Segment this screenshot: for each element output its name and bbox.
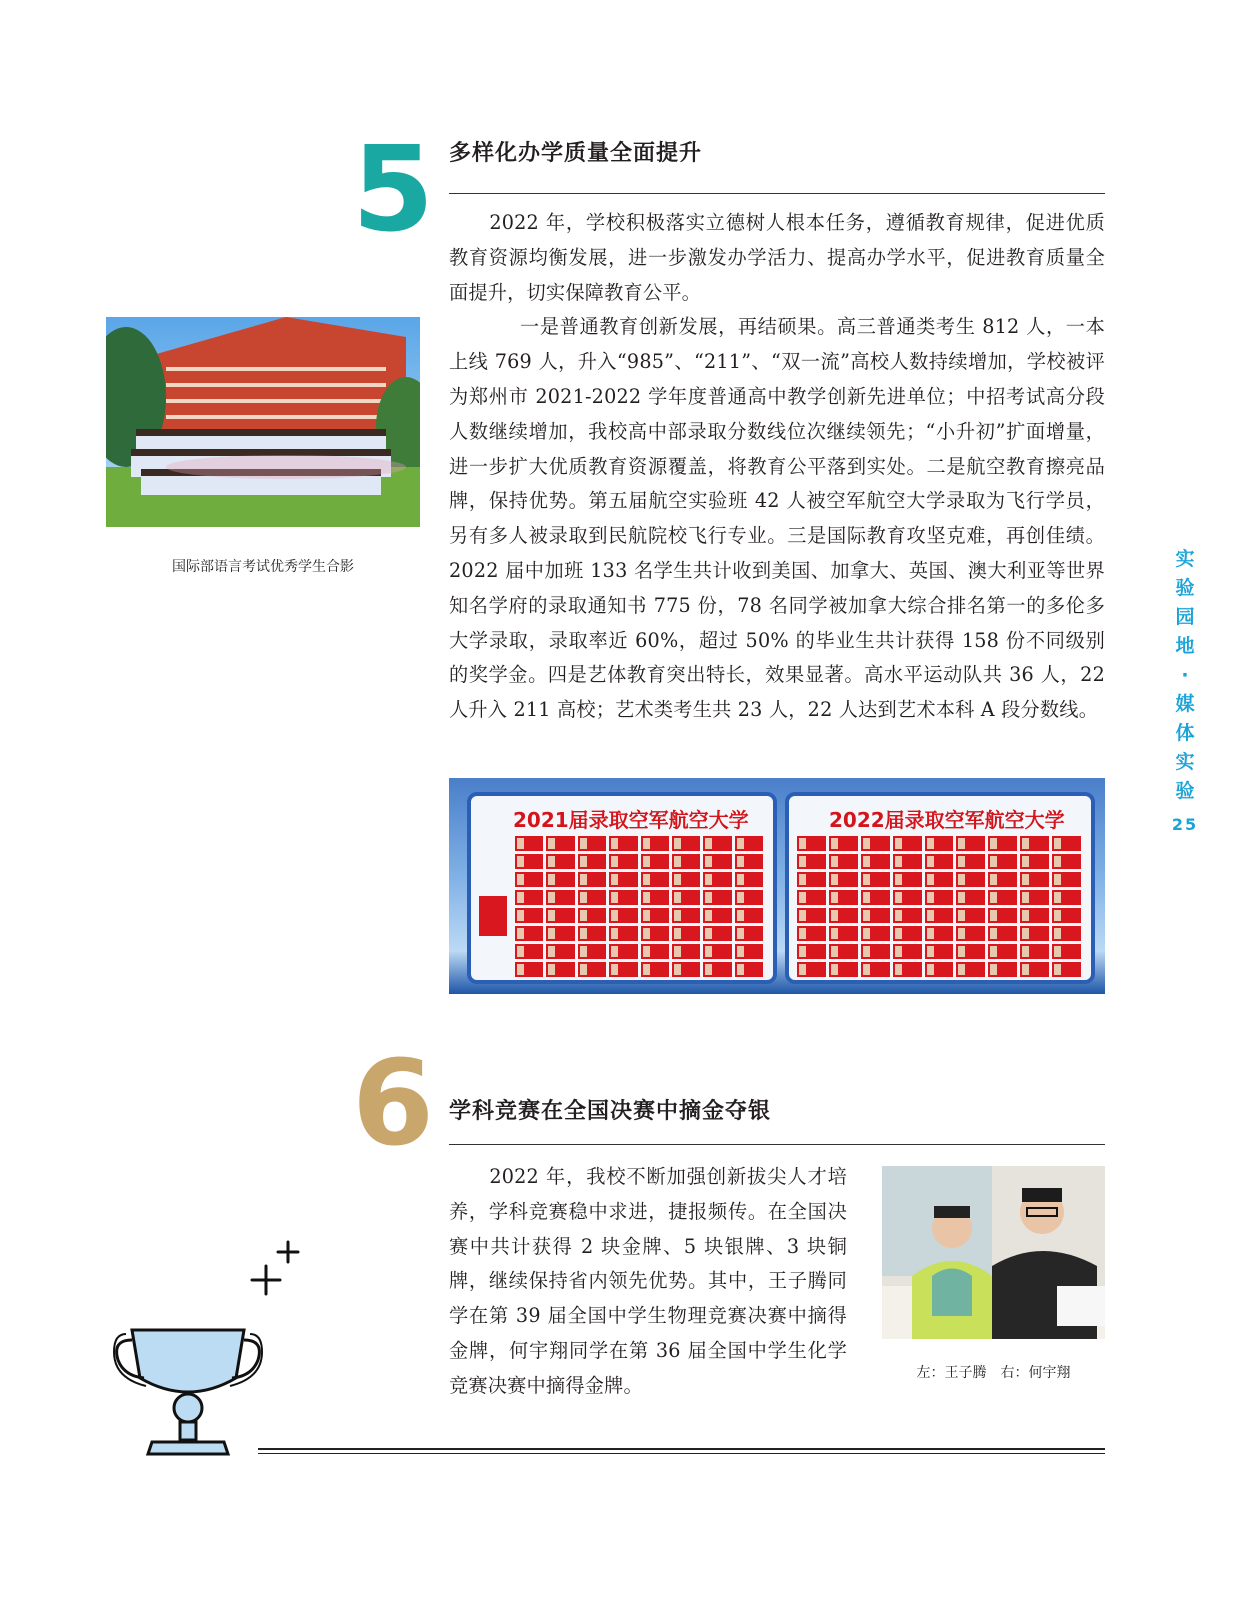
- group-photo-caption: 国际部语言考试优秀学生合影: [172, 559, 354, 575]
- side-nav-char-6: 媒: [1175, 693, 1195, 715]
- section-6-rule: [449, 1144, 1105, 1145]
- board-panel-2021: [467, 792, 777, 984]
- section-5-title: 多样化办学质量全面提升: [449, 140, 703, 166]
- section-5-number: 5: [352, 120, 435, 258]
- side-nav-char-1: 实: [1175, 548, 1195, 570]
- side-nav-char-7: 体: [1175, 722, 1195, 744]
- side-nav: [1170, 545, 1200, 839]
- board-panel-2022-title: 2022届录取空军航空大学: [829, 808, 1065, 832]
- students-photo-caption: 左：王子腾 右：何宇翔: [916, 1365, 1071, 1381]
- side-nav-char-8: 实: [1175, 751, 1195, 773]
- board-panel-2022: [785, 792, 1095, 984]
- students-photo: [882, 1166, 1105, 1339]
- side-nav-char-2: 验: [1175, 577, 1195, 599]
- side-nav-char-4: 地: [1175, 635, 1195, 657]
- section-5-body: [449, 206, 1105, 728]
- section-5-paragraph-1: 2022 年，学校积极落实立德树人根本任务，遵循教育规律，促进优质教育资源均衡发展，进一步激发办学活力、提高办学水平，促进教育质量全面提升，切实保障教育公平。: [449, 211, 1105, 304]
- footer-rule-thick: [258, 1448, 1105, 1450]
- board-panel-2021-title: 2021届录取空军航空大学: [513, 808, 749, 832]
- admission-board-image: [449, 778, 1105, 994]
- section-6-title: 学科竞赛在全国决赛中摘金夺银: [449, 1098, 772, 1124]
- section-5-paragraph-2: 一是普通教育创新发展，再结硕果。高三普通类考生 812 人，一本上线 769 人，升入“985”、“211”、“双一流”高校人数持续增加，学校被评为郑州市 2021-2022 学年度普通高中教学创新先进单位；中招考试高分段人数继续增加，我校高中部录取分数线位次继续领先；“小升初”扩面增量，进一步扩大优质教育资源覆盖，将教育公平落到实处。二是航空教育擦亮品牌，保持优势。第五届航空实验班 42 人被空军航空大学录取为飞行学员，另有多人被录取到民航院校飞行专业。三是国际教育攻坚克难，再创佳绩。2022 届中加班 133 名学生共计收到美国、加拿大、英国、澳大利亚等世界知名学府的录取通知书 775 份，78 名同学被加拿大综合排名第一的多伦多大学录取，录取率近 60%，超过 50% 的毕业生共计获得 158 份不同级别的奖学金。四是艺体教育突出特长，效果显著。高水平运动队共 36 人，22 人升入 211 高校；艺术类考生共 23 人，22 人达到艺术本科 A 段分数线。: [449, 315, 1105, 722]
- students-photo-image: [882, 1166, 1105, 1339]
- board-2022-photo-grid: [797, 836, 1081, 977]
- side-nav-char-3: 园: [1175, 606, 1195, 628]
- section-6-number: 6: [352, 1034, 435, 1172]
- group-photo: [106, 317, 420, 527]
- board-2021-photo-grid: [515, 836, 763, 977]
- side-nav-char-5: ·: [1181, 664, 1189, 686]
- footer-rule-thin: [258, 1453, 1105, 1454]
- trophy-icon: [112, 1228, 307, 1456]
- group-photo-image: [106, 317, 420, 527]
- section-5-rule: [449, 193, 1105, 194]
- section-6-paragraph-1: 2022 年，我校不断加强创新拔尖人才培养，学科竞赛稳中求进，捷报频传。在全国决赛中共计获得 2 块金牌、5 块银牌、3 块铜牌，继续保持省内领先优势。其中，王子腾同学在第 39 届全国中学生物理竞赛决赛中摘得金牌，何宇翔同学在第 36 届全国中学生化学竞赛决赛中摘得金牌。: [449, 1165, 847, 1397]
- side-nav-char-9: 验: [1175, 780, 1195, 802]
- page-number: 25: [1171, 815, 1199, 834]
- board-2021-featured-photo: [479, 896, 507, 936]
- trophy-icon-svg: [112, 1228, 307, 1456]
- section-6-body: [449, 1160, 847, 1404]
